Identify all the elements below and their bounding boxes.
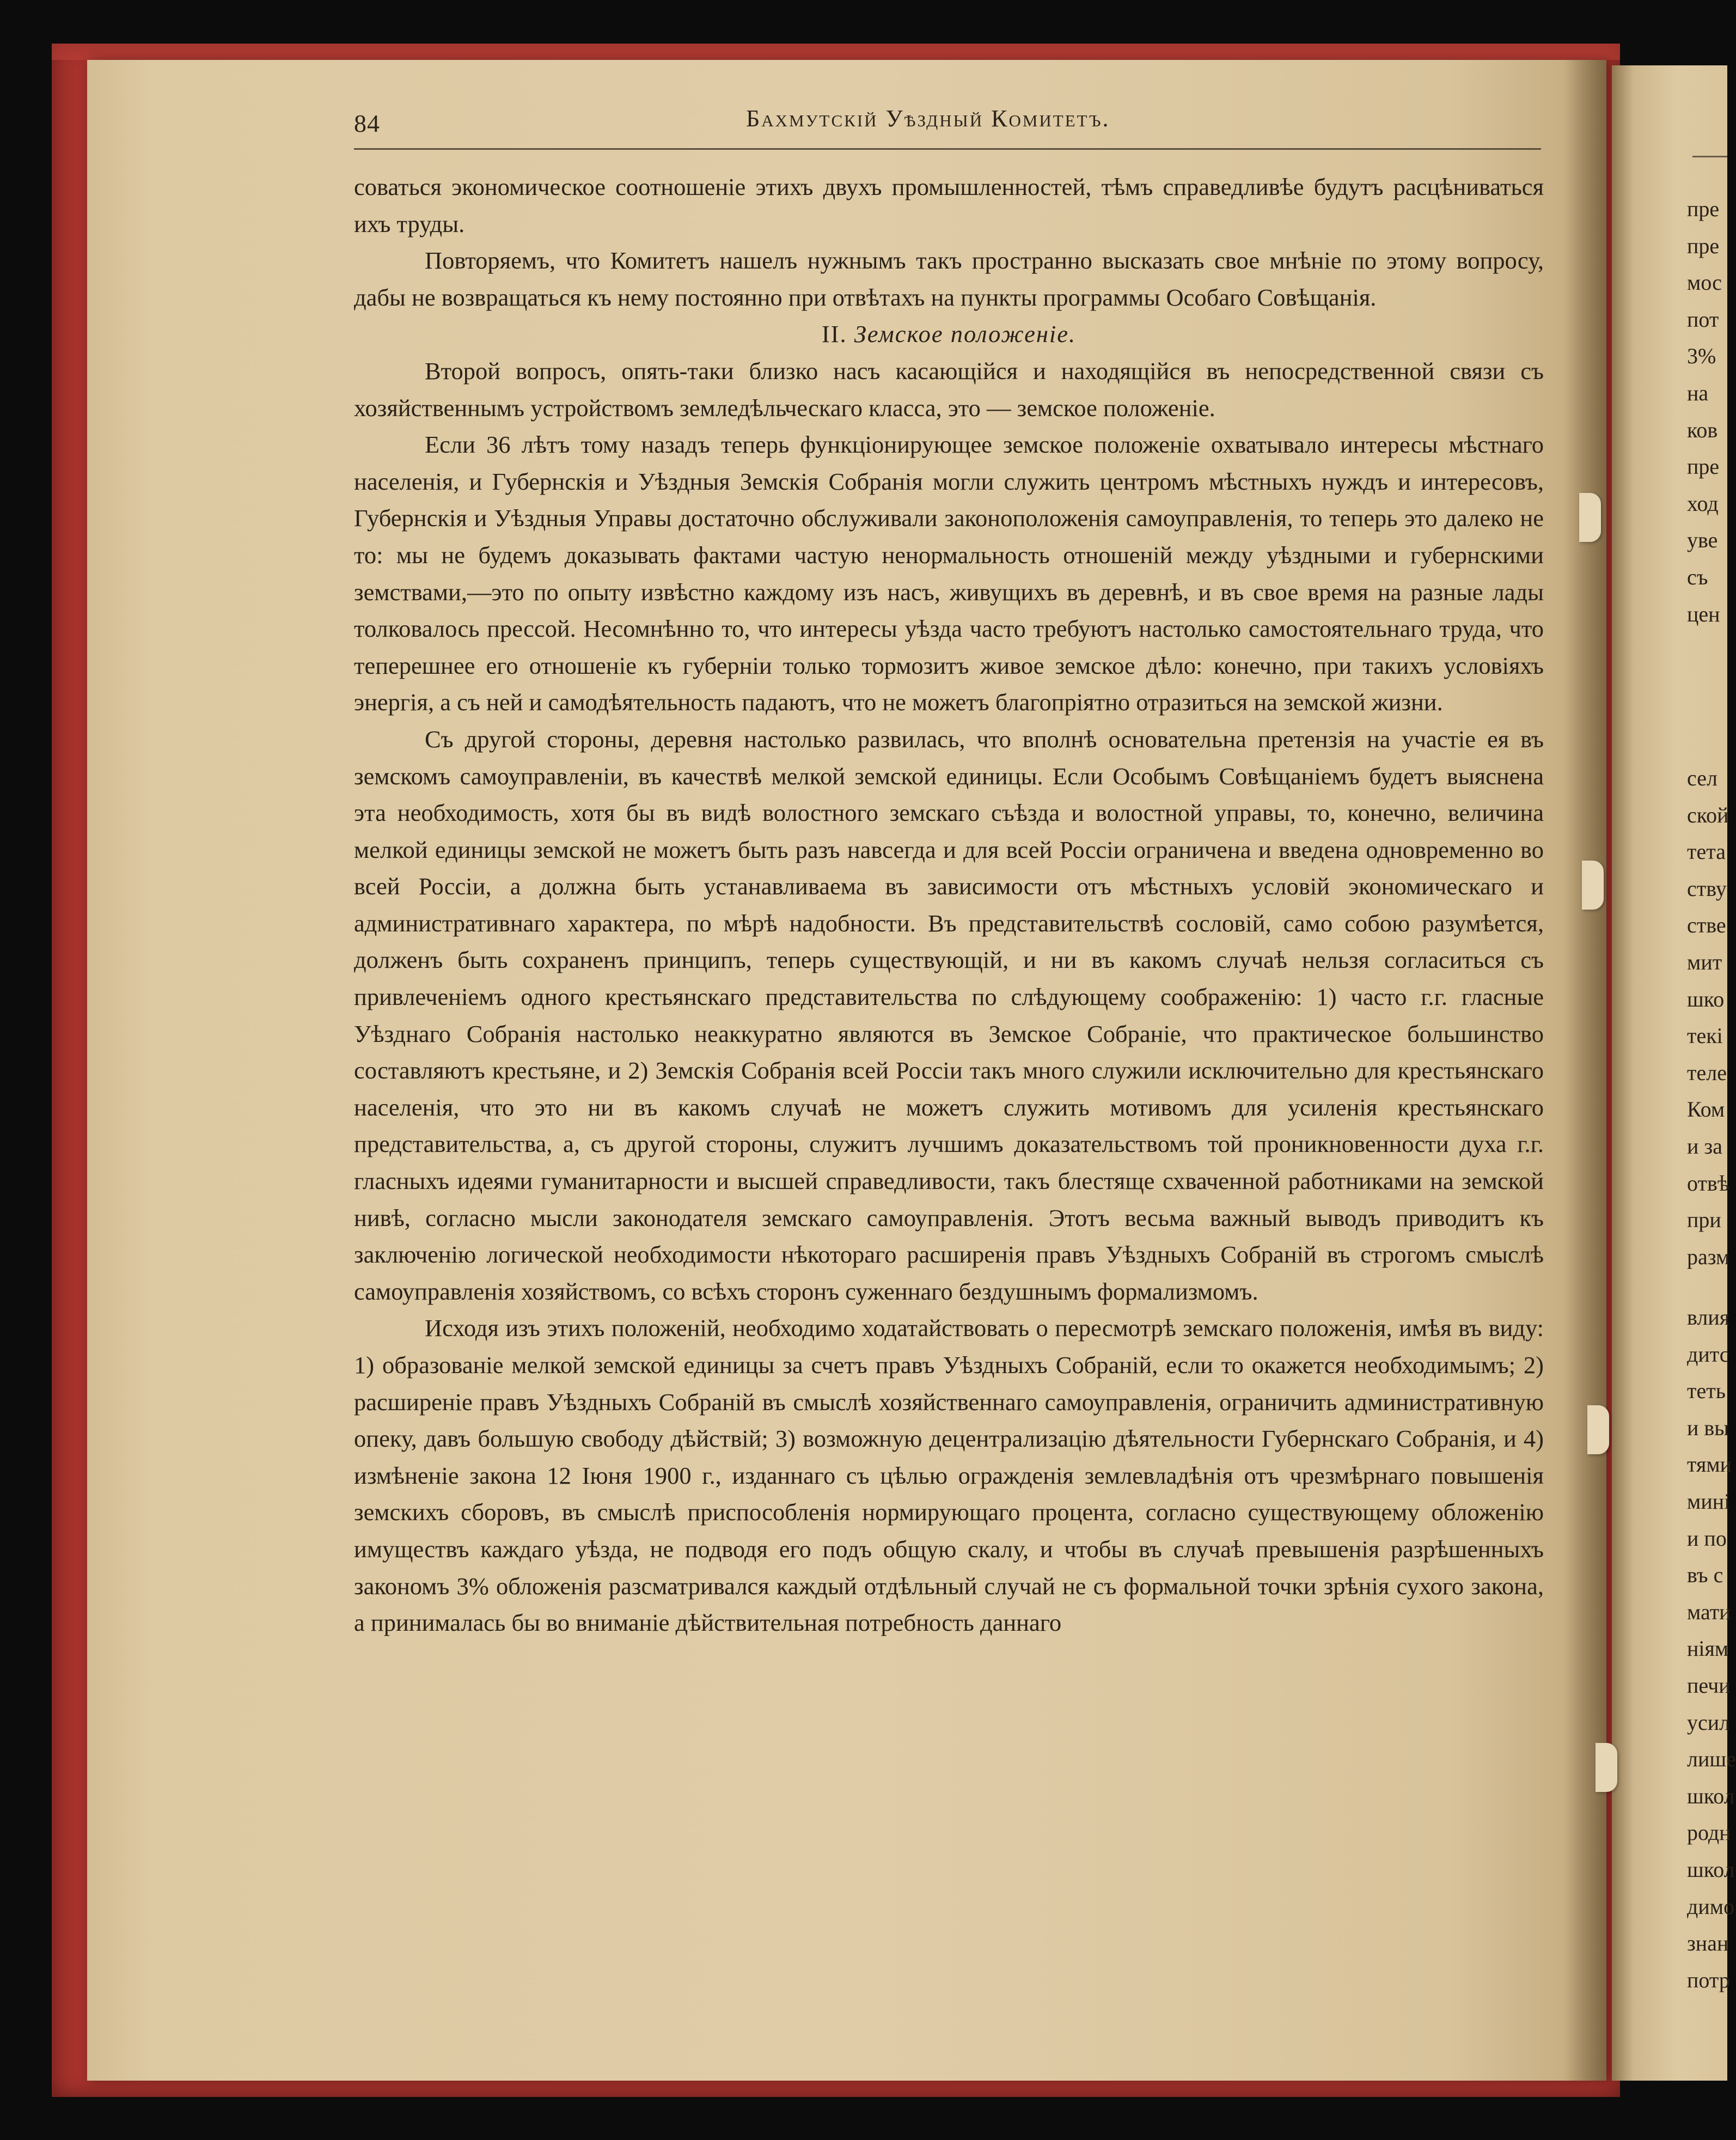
page-tab-marker [1596,1743,1617,1792]
next-page-column-fragment [1687,191,1727,632]
next-page-line-fragment: и по [1687,1526,1727,1551]
next-page-line-fragment: въ с [1687,1563,1723,1588]
next-page-line-fragment: ход [1687,491,1719,516]
next-page-line-fragment: теть [1687,1379,1726,1404]
next-page-line-fragment: съ [1687,564,1708,589]
next-page-line-fragment: мині [1687,1489,1731,1514]
paragraph: Исходя изъ этихъ положеній, необходимо ходатайствовать о пересмотрѣ земскаго положенія, имѣя въ виду: 1) образованіе мелкой земской единицы за счетъ правъ Уѣздныхъ Собраній, если то окажется необходимымъ; 2) расширеніе правъ Уѣздныхъ Собраній въ смыслѣ хозяйственнаго самоуправленія, ограничить административную опеку, давъ большую свободу дѣйствій; 3) возможную децентрализацію дѣятельности Губернскаго Собранія, и 4) измѣненіе закона 12 Іюня 1900 г., изданнаго съ цѣлью огражденія землевладѣнія отъ чрезмѣрнаго повышенія земскихъ сборовъ, въ смыслѣ приспособленія нормирующаго процента, согласно существующему обложенію имуществъ каждаго уѣзда, не подводя его подъ общую скалу, и чтобы въ случаѣ превышенія разрѣшенныхъ закономъ 3% обложенія разсматривался каждый отдѣльный случай не съ формальной точки зрѣнія сухого закона, а принималась бы во вниманіе дѣйствительная потребность даннаго [354,1314,1544,1637]
header-rule [354,148,1541,150]
next-page-line-fragment: цен [1687,601,1720,626]
next-page-line-fragment: и вы [1687,1415,1729,1440]
next-page-line-fragment: ков [1687,417,1718,442]
next-page-line-fragment: школ [1687,1783,1735,1808]
next-page-line-fragment: Ком [1687,1097,1725,1122]
next-page-line-fragment: мит [1687,949,1722,974]
next-page-line-fragment: пре [1687,197,1720,221]
next-page-line-fragment: печи [1687,1673,1731,1698]
page-tab-marker [1579,493,1601,542]
next-page-header-rule [1692,156,1727,157]
next-page-line-fragment: 3% [1687,344,1716,369]
section-title: Земское положеніе. [854,320,1077,348]
next-page-line-fragment: димо [1687,1894,1735,1919]
next-page-line-fragment: школ [1687,1857,1735,1882]
next-page-line-fragment: пре [1687,233,1720,258]
paragraph: Второй вопросъ, опять-таки близко насъ касающійся и находящійся въ непосредственной связи съ хозяйственнымъ устройствомъ земледѣльческаго класса, это — земское положеніе. [354,357,1544,422]
paragraph: Съ другой стороны, деревня настолько развилась, что вполнѣ основательна претензія на участіе ея въ земскомъ самоуправленіи, въ качествѣ мелкой земской единицы. Если Особымъ Совѣщаніемъ будетъ выяснена эта необходимость, хотя бы въ видѣ волостного земскаго съѣзда и волостной управы, то, конечно, величина мелкой единицы земской не можетъ быть разъ навсегда и для всей Россіи ограничена и введена одновременно во всей Россіи, а должна быть устанавливаема въ зависимости отъ мѣстныхъ условій экономическаго и административнаго характера, по мѣрѣ надобности. Въ представительствѣ сословій, само собою разумѣется, долженъ быть сохраненъ принципъ, теперь существующій, и ни въ какомъ случаѣ нельзя согласиться съ привлеченіемъ одного крестьянскаго представительства по слѣдующему соображенію: 1) часто г.г. гласные Уѣзднаго Собранія настолько неаккуратно являются въ Земское Собраніе, что практическое большинство составляютъ крестьяне, и 2) Земскія Собранія всей Россіи такъ много служили исключительно для крестьянскаго населенія, что это ни въ какомъ случаѣ не можетъ служить мотивомъ для усиленія крестьянскаго представительства, а, съ другой стороны, служитъ лучшимъ доказательствомъ той проникновенности духа г.г. гласныхъ идеями гуманитарности и высшей справедливости, такъ блестяще схваченной работниками на земской нивѣ, согласно мысли законодателя земскаго самоуправленія. Этотъ весьма важный выводъ приводитъ къ заключенію логической необходимости нѣкотораго расширенія правъ Уѣздныхъ Собраній въ строгомъ смыслѣ самоуправленія хозяйствомъ, со всѣхъ сторонъ суженнаго бездушнымъ формализмомъ. [354,725,1544,1305]
next-page-line-fragment: усил [1687,1710,1731,1735]
paragraph: Если 36 лѣтъ тому назадъ теперь функціонирующее земское положеніе охватывало интересы мѣстнаго населенія, и Губернскія и Уѣздныя Земскія Собранія могли служить центромъ мѣстныхъ нуждъ и интересовъ, Губернскія и Уѣздныя Управы достаточно обслуживали законоположенія самоуправленія, то теперь это далеко не то: мы не будемъ доказывать фактами частую ненормальность отношеній между уѣздными и губернскими земствами,—это по опыту извѣстно каждому изъ насъ, живущихъ въ деревнѣ, и въ свое время на разные лады толковалось прессой. Несомнѣнно то, что интересы уѣзда часто требуютъ настолько самостоятельнаго труда, что теперешнее его отношеніе къ губерніи только тормозитъ живое земское дѣло: конечно, при такихъ условіяхъ энергія, а съ ней и самодѣятельность падаютъ, что не можетъ благопріятно отразиться на земской жизни. [354,431,1544,716]
next-page-line-fragment: ской [1687,802,1729,827]
next-page-line-fragment: ству [1687,876,1727,901]
next-page-line-fragment: мати [1687,1599,1731,1624]
paragraph: соваться экономическое соотношеніе этихъ двухъ промышленностей, тѣмъ справедливѣе будутъ расцѣниваться ихъ труды. [354,173,1544,237]
next-page-line-fragment: тета [1687,839,1726,864]
next-page-line-fragment: разм [1687,1244,1730,1269]
next-page-line-fragment: и за [1687,1133,1722,1159]
next-page-line-fragment: текі [1687,1023,1723,1048]
next-page-column-fragment [1687,1299,1736,1998]
next-page-line-fragment: нiям [1687,1636,1729,1661]
next-page-line-fragment: отвѣ [1687,1170,1729,1196]
next-page-line-fragment: при [1687,1208,1721,1233]
next-page-line-fragment: пот [1687,307,1719,332]
page-tab-marker [1582,861,1604,910]
next-page-line-fragment: лише [1687,1747,1736,1772]
next-page-column-fragment [1687,760,1730,1275]
next-page-line-fragment: потр [1687,1967,1730,1992]
next-page-line-fragment: родн [1687,1820,1731,1845]
page-header [354,105,1541,147]
next-page-line-fragment: на [1687,380,1709,405]
next-page-line-fragment: влия [1687,1305,1730,1330]
next-page-line-fragment: дитс [1687,1342,1729,1367]
next-page-line-fragment: сел [1687,766,1717,790]
next-page-line-fragment: пре [1687,454,1720,479]
next-page-line-fragment: знан [1687,1931,1729,1956]
section-heading [354,316,1544,353]
running-head: Бахмутскій Уѣздный Комитетъ. [746,105,1110,132]
page-number: 84 [354,109,380,137]
section-number: II. [821,320,847,348]
next-page-line-fragment: мос [1687,270,1722,295]
page-tab-marker [1587,1405,1609,1454]
paragraph: Повторяемъ, что Комитетъ нашелъ нужнымъ такъ пространно высказать свое мнѣніе по этому вопросу, дабы не возвращаться къ нему постоянно при отвѣтахъ на пункты программы Особаго Совѣщанія. [354,247,1544,311]
next-page-line-fragment: стве [1687,913,1726,938]
next-page-line-fragment: уве [1687,528,1718,553]
page-body [354,169,1544,1642]
next-page-line-fragment: шко [1687,986,1725,1011]
next-page-line-fragment: тями [1687,1452,1732,1477]
next-page-line-fragment: теле [1687,1060,1727,1085]
cover-top-edge [52,44,1620,60]
